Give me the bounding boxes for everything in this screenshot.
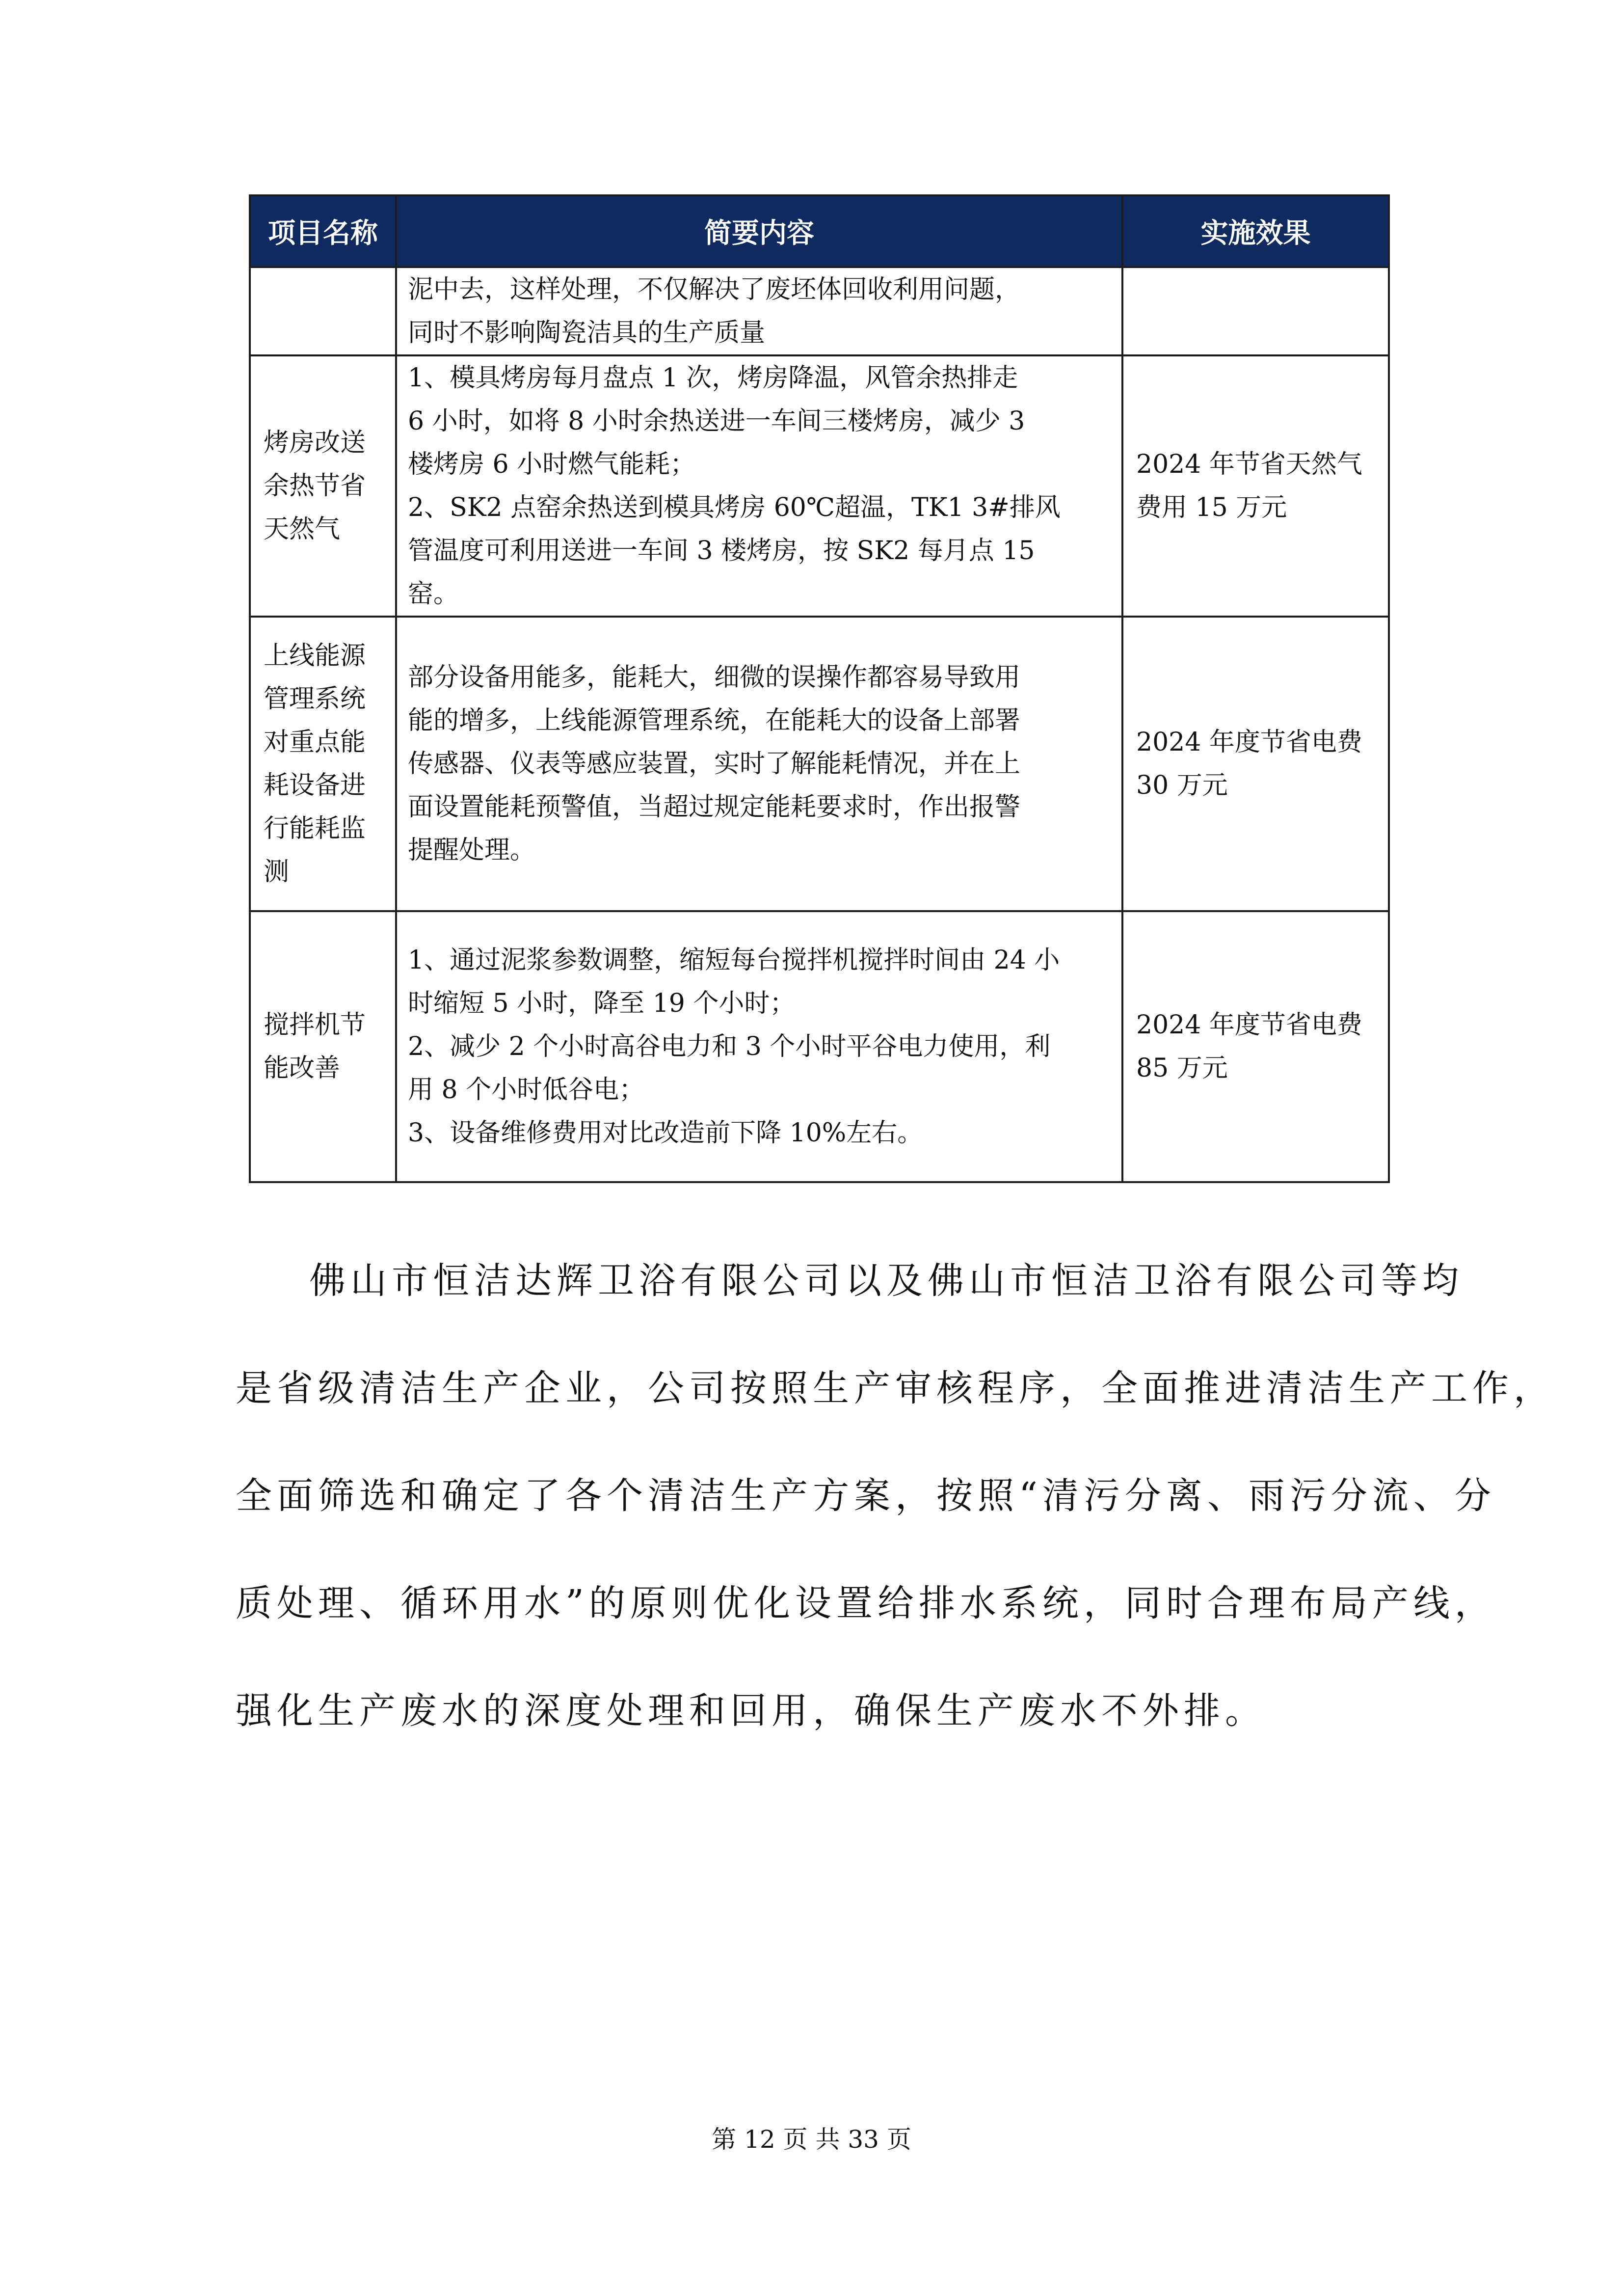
content-line: 能的增多，上线能源管理系统，在能耗大的设备上部署 <box>408 706 1021 735</box>
effect-line: 2024 年节省天然气 <box>1136 450 1362 479</box>
content-line: 3、设备维修费用对比改造前下降 10%左右。 <box>408 1118 923 1148</box>
table-row <box>250 617 1389 911</box>
header-summary: 简要内容 <box>396 195 1122 267</box>
project-name-cell <box>250 355 396 617</box>
content-line: 1、通过泥浆参数调整，缩短每台搅拌机搅拌时间由 24 小 <box>408 945 1060 975</box>
project-content-cell <box>396 617 1122 911</box>
header-project-name: 项目名称 <box>250 195 396 267</box>
project-name-cell <box>250 617 396 911</box>
content-line: 2、减少 2 个小时高谷电力和 3 个小时平谷电力使用，利 <box>408 1032 1051 1061</box>
content-line: 传感器、仪表等感应装置，实时了解能耗情况，并在上 <box>408 749 1021 779</box>
name-line: 能改善 <box>264 1053 341 1083</box>
content-line: 楼烤房 6 小时燃气能耗； <box>408 450 696 479</box>
content-line: 1、模具烤房每月盘点 1 次，烤房降温，风管余热排走 <box>408 363 1018 393</box>
name-line: 上线能源 <box>264 641 366 671</box>
project-effect-cell <box>1122 911 1389 1182</box>
effect-line: 2024 年度节省电费 <box>1136 728 1362 757</box>
table-row <box>250 911 1389 1182</box>
content-line: 泥中去，这样处理，不仅解决了废坯体回收利用问题， <box>408 275 1021 304</box>
project-name-cell <box>250 267 396 355</box>
name-line: 管理系统 <box>264 684 366 714</box>
project-content-cell <box>396 355 1122 617</box>
project-effect-cell <box>1122 267 1389 355</box>
name-line: 耗设备进 <box>264 771 366 800</box>
page-number: 第 12 页 共 33 页 <box>712 2125 911 2154</box>
paragraph-line: 是省级清洁生产企业，公司按照生产审核程序，全面推进清洁生产工作， <box>236 1367 1555 1409</box>
project-name-cell <box>250 911 396 1182</box>
effect-line: 30 万元 <box>1136 771 1228 800</box>
content-line: 用 8 个小时低谷电； <box>408 1075 645 1105</box>
effect-line: 费用 15 万元 <box>1136 493 1287 522</box>
table-row <box>250 355 1389 617</box>
name-line: 余热节省 <box>264 471 366 501</box>
project-content-cell <box>396 267 1122 355</box>
name-line: 测 <box>264 857 290 887</box>
paragraph-line: 强化生产废水的深度处理和回用，确保生产废水不外排。 <box>236 1690 1266 1732</box>
content-line: 2、SK2 点窑余热送到模具烤房 60℃超温，TK1 3#排风 <box>408 493 1061 522</box>
table-header-row <box>250 195 1389 267</box>
content-line: 6 小时，如将 8 小时余热送进一车间三楼烤房，减少 3 <box>408 406 1025 436</box>
effect-line: 85 万元 <box>1136 1053 1228 1083</box>
table-row <box>250 267 1389 355</box>
energy-projects-table <box>249 194 1390 1183</box>
project-effect-cell <box>1122 617 1389 911</box>
paragraph-line: 全面筛选和确定了各个清洁生产方案，按照“清污分离、雨污分流、分 <box>236 1475 1496 1517</box>
body-paragraph <box>236 1227 1555 1765</box>
content-line: 提醒处理。 <box>408 836 536 865</box>
project-effect-cell <box>1122 355 1389 617</box>
project-content-cell <box>396 911 1122 1182</box>
header-effect: 实施效果 <box>1122 195 1389 267</box>
paragraph-line: 佛山市恒洁达辉卫浴有限公司以及佛山市恒洁卫浴有限公司等均 <box>309 1260 1463 1302</box>
paragraph-line: 质处理、循环用水”的原则优化设置给排水系统，同时合理布局产线， <box>236 1582 1496 1624</box>
content-line: 同时不影响陶瓷洁具的生产质量 <box>408 318 766 348</box>
name-line: 烤房改送 <box>264 428 366 458</box>
effect-line: 2024 年度节省电费 <box>1136 1010 1362 1040</box>
content-line: 窑。 <box>408 579 459 609</box>
content-line: 部分设备用能多，能耗大，细微的误操作都容易导致用 <box>408 663 1021 692</box>
name-line: 天然气 <box>264 514 341 544</box>
content-line: 管温度可利用送进一车间 3 楼烤房，按 SK2 每月点 15 <box>408 536 1035 566</box>
content-line: 面设置能耗预警值，当超过规定能耗要求时，作出报警 <box>408 792 1021 822</box>
content-line: 时缩短 5 小时，降至 19 个小时； <box>408 989 796 1018</box>
name-line: 行能耗监 <box>264 814 366 843</box>
name-line: 搅拌机节 <box>264 1010 366 1040</box>
name-line: 对重点能 <box>264 728 366 757</box>
